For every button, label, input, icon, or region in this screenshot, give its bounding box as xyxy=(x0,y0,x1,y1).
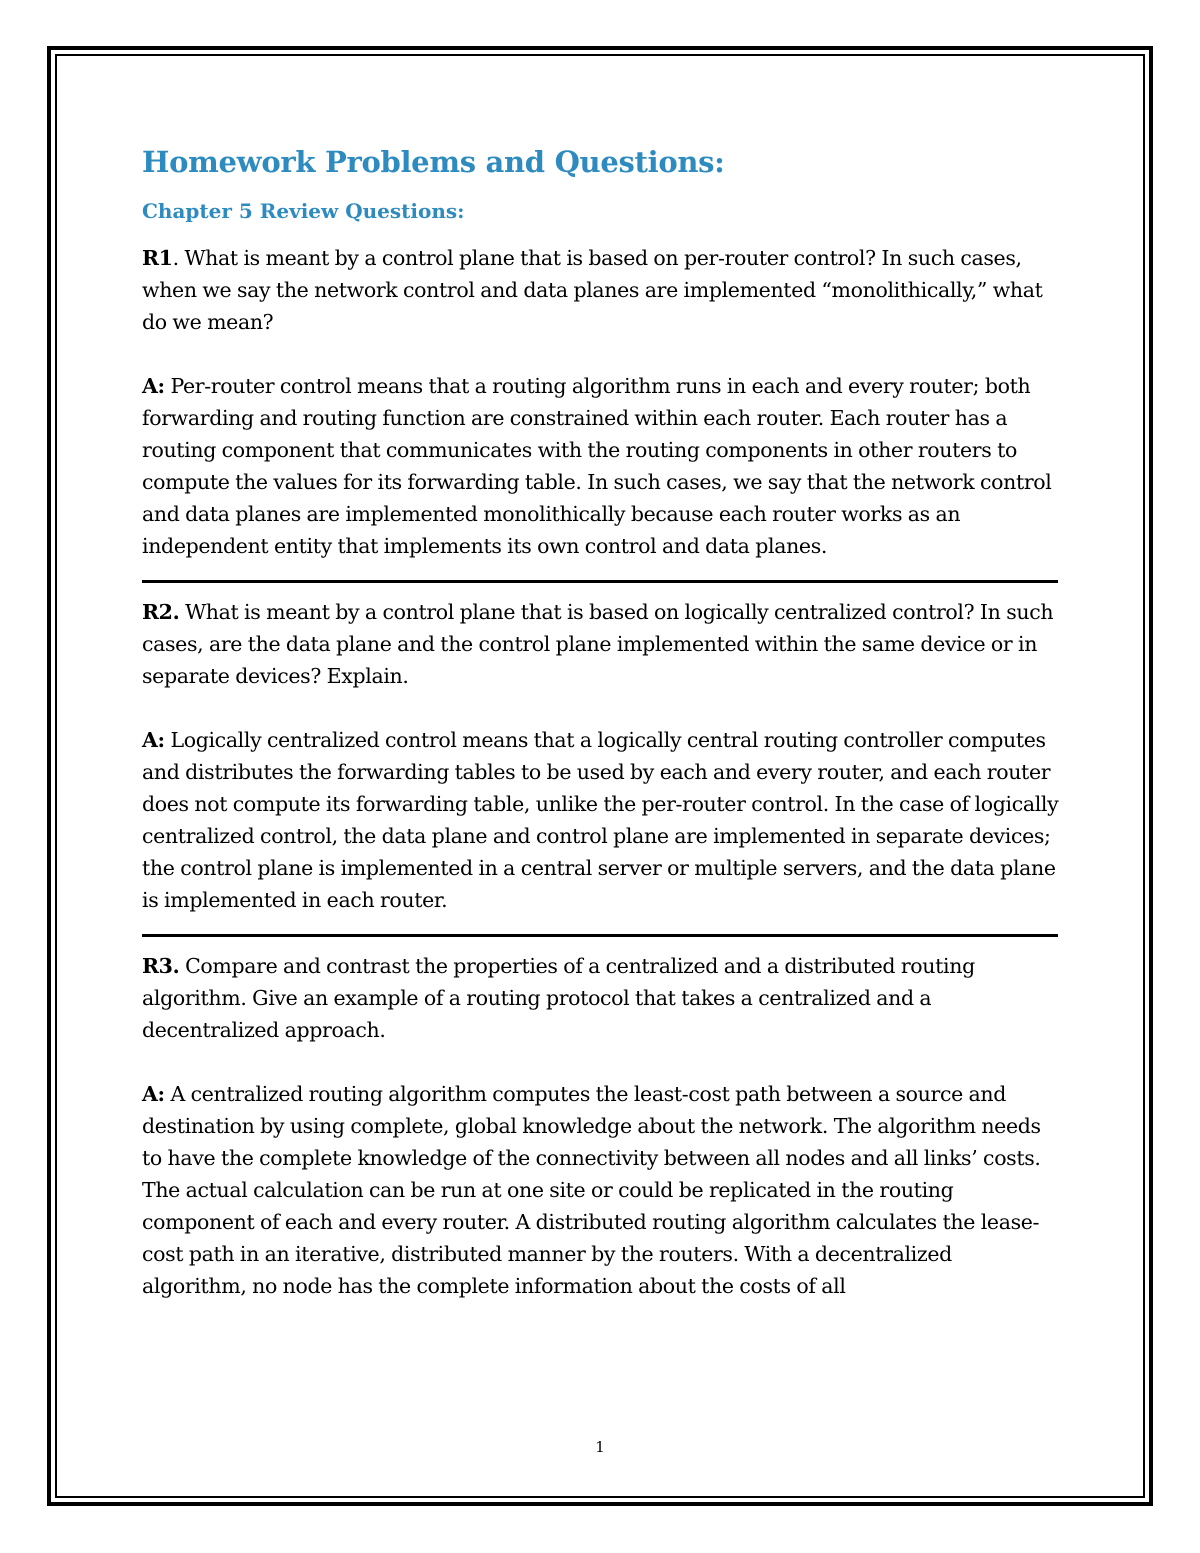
question-r2 xyxy=(142,596,1062,692)
question-label: R1 xyxy=(142,246,173,270)
answer-r3 xyxy=(142,1078,1062,1302)
page-number: 1 xyxy=(595,1438,605,1456)
question-r1 xyxy=(142,242,1062,338)
question-label-separator: . xyxy=(172,246,185,270)
answer-r1 xyxy=(142,370,1062,562)
question-text: What is meant by a control plane that is based on per-router control? In such cases, when we say the network control and data planes are implemented “monolithically,” what do we mean? xyxy=(142,246,1043,334)
chapter-heading: Chapter 5 Review Questions: xyxy=(142,199,465,223)
question-r3 xyxy=(142,950,1062,1046)
answer-label: A: xyxy=(142,1082,165,1106)
question-label: R3. xyxy=(142,954,180,978)
answer-label: A: xyxy=(142,728,165,752)
question-label: R2. xyxy=(142,600,180,624)
answer-text: Per-router control means that a routing algorithm runs in each and every router; both forwarding and routing function are constrained within each router. Each router has a routing component that communicates with the routing components in other routers to compute the values for its forwarding table. In such cases, we say that the network control and data planes are implemented monolithically because each router works as an independent entity that implements its own control and data planes. xyxy=(142,374,1052,558)
document-body xyxy=(142,138,1062,1302)
question-text: Compare and contrast the properties of a centralized and a distributed routing algorithm. Give an example of a routing protocol that takes a centralized and a decentralized approach. xyxy=(142,954,975,1042)
answer-text: Logically centralized control means that a logically central routing controller computes and distributes the forwarding tables to be used by each and every router, and each router does not compute its forwarding table, unlike the per-router control. In the case of logically centralized control, the data plane and control plane are implemented in separate devices; the control plane is implemented in a central server or multiple servers, and the data plane is implemented in each router. xyxy=(142,728,1059,912)
document-title: Homework Problems and Questions: xyxy=(142,145,725,179)
section-divider xyxy=(142,580,1058,583)
answer-text: A centralized routing algorithm computes the least-cost path between a source and destination by using complete, global knowledge about the network. The algorithm needs to have the complete knowledge of the connectivity between all nodes and all links’ costs. The actual calculation can be run at one site or could be replicated in the routing component of each and every router. A distributed routing algorithm calculates the lease-cost path in an iterative, distributed manner by the routers. With a decentralized algorithm, no node has the complete information about the costs of all xyxy=(142,1082,1041,1298)
answer-label: A: xyxy=(142,374,165,398)
answer-r2 xyxy=(142,724,1062,916)
question-text: What is meant by a control plane that is based on logically centralized control? In such cases, are the data plane and the control plane implemented within the same device or in separate devices? Explain. xyxy=(142,600,1054,688)
section-divider xyxy=(142,934,1058,937)
